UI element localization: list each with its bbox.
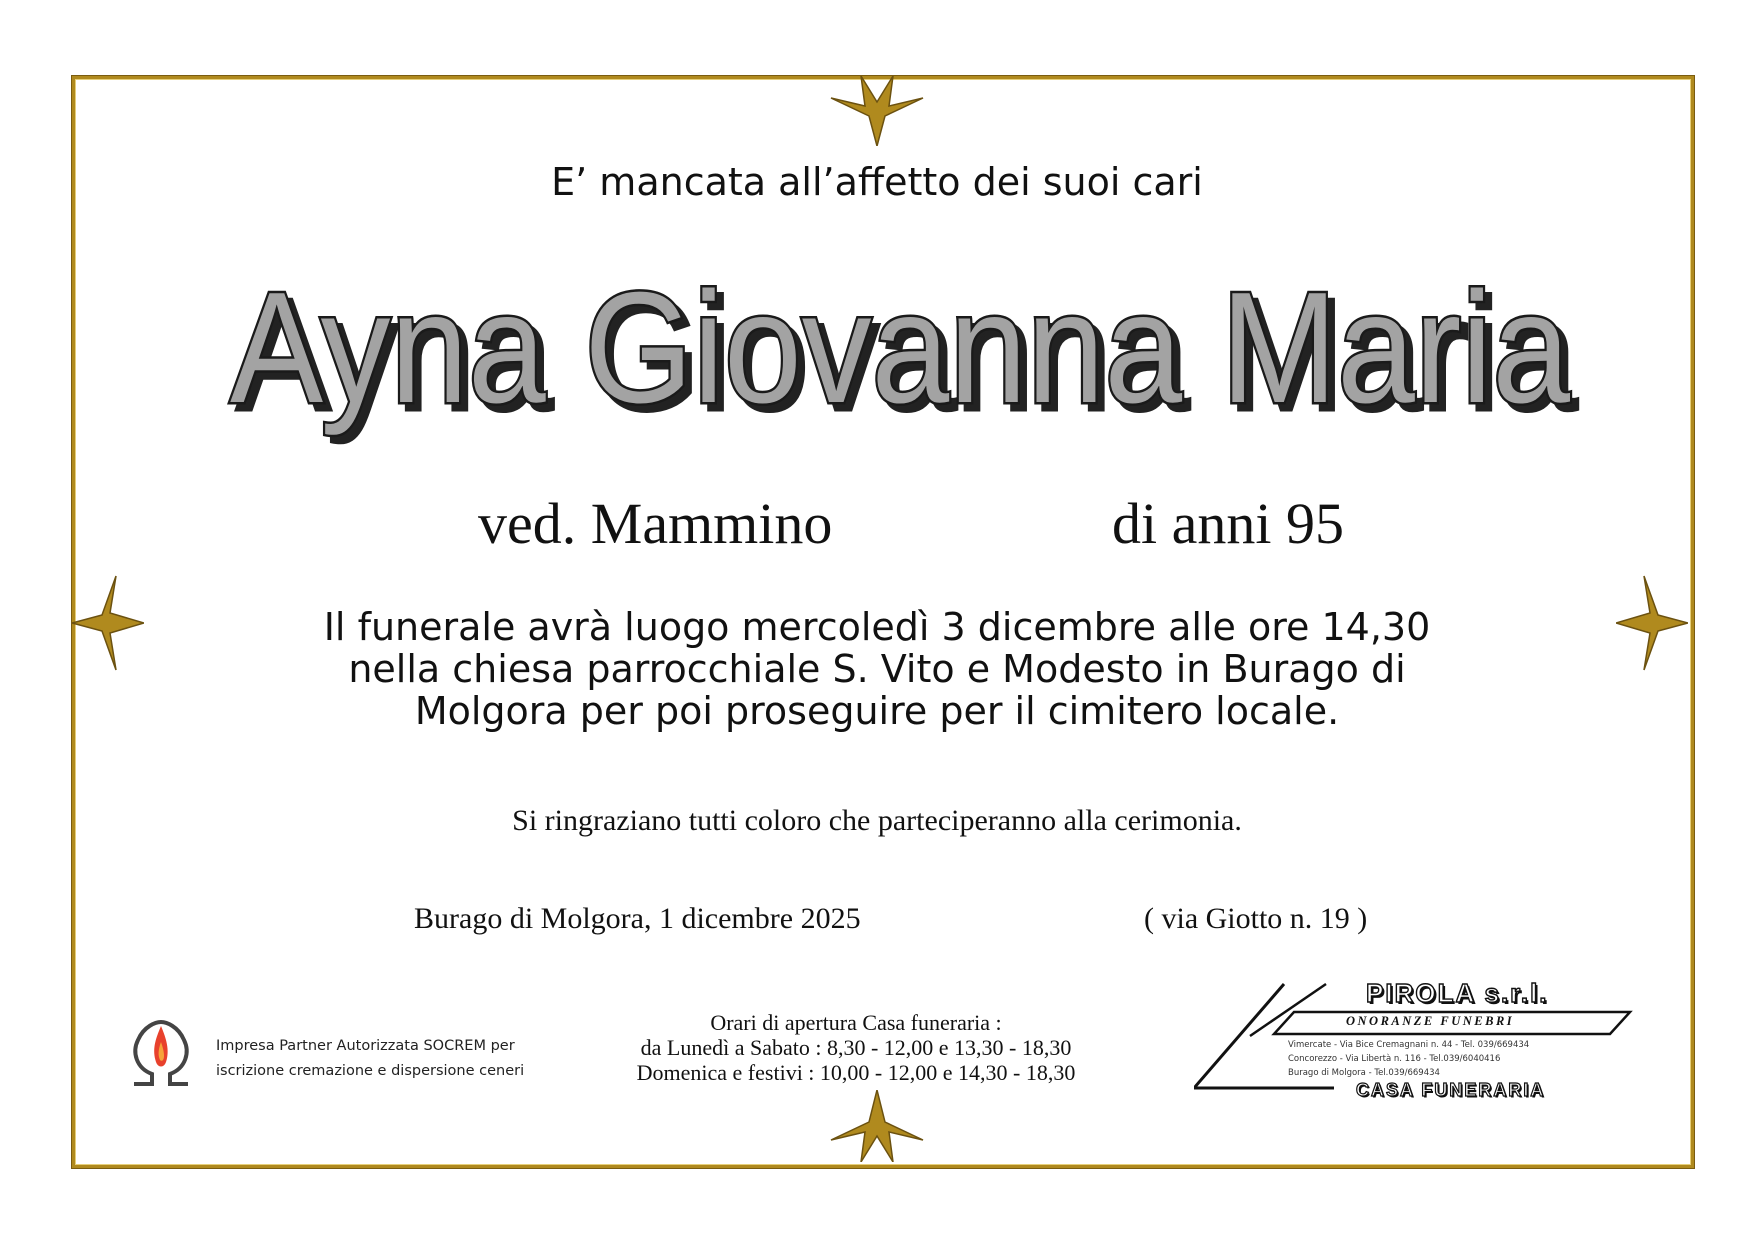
widow-of-text: ved. Mammino — [478, 491, 833, 556]
deceased-name-shadow: Ayna Giovanna Maria — [237, 267, 1578, 443]
socrem-line-2: iscrizione cremazione e dispersione ceneri — [216, 1063, 525, 1079]
intro-text: E’ mancata all’affetto dei suoi cari — [551, 160, 1203, 204]
pirola-company-name: PIROLA s.r.l. — [1366, 978, 1549, 1008]
top-star-icon — [797, 76, 957, 146]
pirola-casa-funeraria: CASA FUNERARIA — [1356, 1080, 1546, 1100]
funeral-line-2: nella chiesa parrocchiale S. Vito e Modesto in Burago di — [348, 647, 1406, 691]
pirola-contact-2: Concorezzo - Via Libertà n. 116 - Tel.039/6040416 — [1288, 1054, 1501, 1064]
bottom-star-icon — [797, 1090, 957, 1162]
socrem-line-1: Impresa Partner Autorizzata SOCREM per — [216, 1038, 515, 1054]
hours-weekdays: da Lunedì a Sabato : 8,30 - 12,00 e 13,30 - 18,30 — [640, 1035, 1072, 1060]
age-text: di anni 95 — [1112, 491, 1344, 556]
hours-holidays: Domenica e festivi : 10,00 - 12,00 e 14,30 - 18,30 — [636, 1060, 1076, 1085]
place-date-text: Burago di Molgora, 1 dicembre 2025 — [414, 902, 861, 935]
omega-flame-icon — [126, 1012, 196, 1088]
address-text: ( via Giotto n. 19 ) — [1144, 902, 1368, 935]
pirola-subtitle: ONORANZE FUNEBRI — [1346, 1014, 1515, 1028]
pirola-contact-3: Burago di Molgora - Tel.039/669434 — [1288, 1068, 1440, 1078]
pirola-contacts — [1288, 1038, 1529, 1080]
funeral-line-1: Il funerale avrà luogo mercoledì 3 dicembre alle ore 14,30 — [323, 605, 1431, 649]
socrem-partner-text — [216, 1034, 524, 1084]
funeral-details — [0, 606, 1754, 732]
hours-title: Orari di apertura Casa funeraria : — [710, 1010, 1002, 1035]
thanks-text: Si ringraziano tutti coloro che parteciperanno alla cerimonia. — [512, 804, 1242, 837]
deceased-name-main: Ayna Giovanna Maria — [230, 260, 1571, 436]
funeral-line-3: Molgora per poi proseguire per il cimitero locale. — [414, 689, 1340, 733]
pirola-contact-1: Vimercate - Via Bice Cremagnani n. 44 - Tel. 039/669434 — [1288, 1040, 1530, 1050]
opening-hours — [596, 1010, 1116, 1085]
deceased-name — [210, 240, 1590, 450]
